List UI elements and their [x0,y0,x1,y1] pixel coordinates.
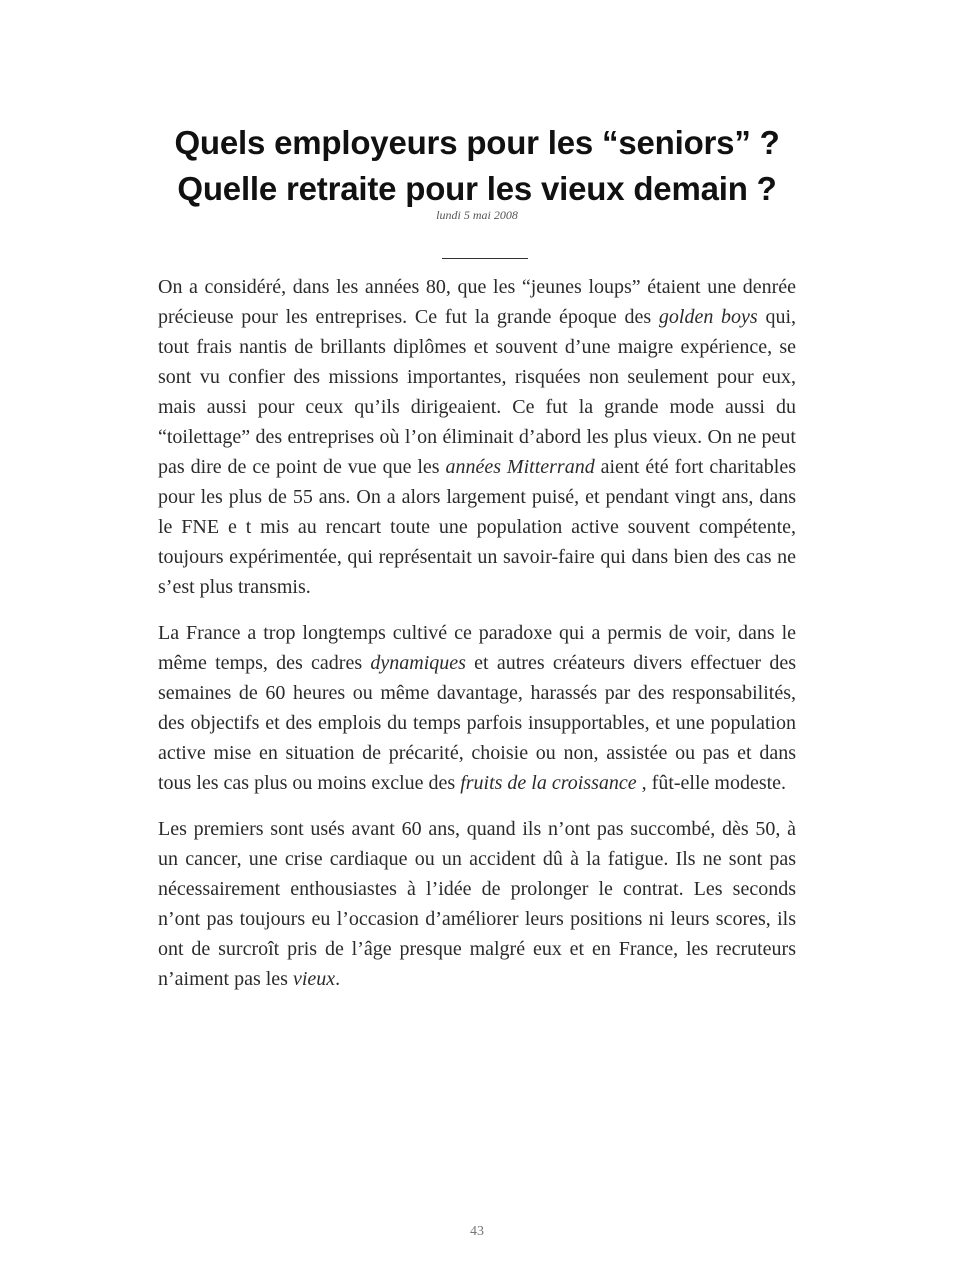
paragraph-text: qui, tout frais nantis de brillants diplômes et souvent d’une maigre expérience, se sont vu confier des missions importantes, risquées non seulement pour eux, mais aussi pour ceux qu’ils dirigeaient. Ce fut la grande mode aussi du “toilettage” des entreprises où l’on éliminait d’abord les plus vieux. On ne peut pas dire de ce point de vue que les [158,306,796,478]
paragraph-2 [158,618,796,798]
title-line-1: Quels employeurs pour les “seniors” ? [174,124,780,161]
paragraph-text: La France a trop longtemps cultivé ce paradoxe qui a permis de voir, dans le même temps, des cadres [158,622,796,674]
paragraph-text: . [335,968,341,990]
paragraph-text: On a considéré, dans les années 80, que les “jeunes loups” étaient une denrée précieuse pour les entreprises. Ce fut la grande époque des [158,276,796,328]
paragraph-text: Les premiers sont usés avant 60 ans, quand ils n’ont pas succombé, dès 50, à un cancer, une crise cardiaque ou un accident dû à la fatigue. Ils ne sont pas nécessairement enthousiastes à l’idée de prolonger le contrat. Les seconds n’ont pas toujours eu l’occasion d’améliorer leurs positions ni leurs scores, ils ont de surcroît pris de l’âge presque malgré eux et en France, les recruteurs n’aiment pas les [158,818,796,990]
italic-phrase: années Mitterrand [445,456,595,478]
page-number: 43 [470,1224,484,1239]
paragraph-text: et autres créateurs divers effectuer des semaines de 60 heures ou même davantage, harassés par des responsabilités, des objectifs et des emplois du temps parfois insupportables, et une population active mise en situation de précarité, choisie ou non, assistée ou pas et dans tous les cas plus ou moins exclue des [158,652,796,794]
italic-phrase: fruits de la croissance [460,772,637,794]
title-line-2: Quelle retraite pour les vieux demain ? [177,170,777,207]
paragraph-1 [158,272,796,602]
article-date: lundi 5 mai 2008 [436,208,518,222]
paragraph-text: aient été fort charitables pour les plus de 55 ans. On a alors largement puisé, et pendant vingt ans, dans le FNE e t mis au rencart toute une population active souvent compétente, toujours expérimentée, qui représentait un savoir-faire qui dans bien des cas ne s’est plus transmis. [158,456,796,598]
paragraph-3 [158,814,796,994]
italic-phrase: golden boys [658,306,758,328]
italic-phrase: vieux [292,968,336,990]
paragraph-text: , fût-elle modeste. [636,772,787,794]
article-body [158,272,796,1010]
title-divider [442,258,528,259]
page-title [120,120,834,212]
italic-phrase: dynamiques [370,652,466,674]
